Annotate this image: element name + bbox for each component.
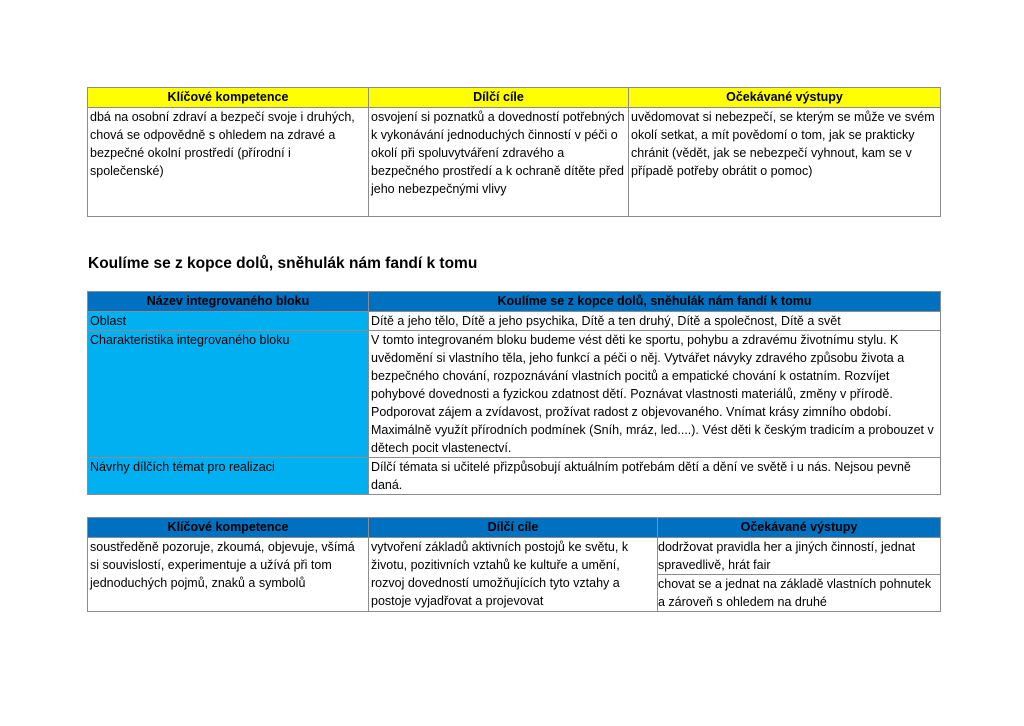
header-expected-outputs: Očekávané výstupy — [629, 88, 941, 108]
row-value-characteristics: V tomto integrovaném bloku budeme vést děti ke sportu, pohybu a zdravému životnímu stylu. K uvědomění si vlastního těla, jeho funkcí a péči o něj. Vytvářet návyky zdravého způsobu života a bezpečného chování, rozpoznávání vlastních pocitů a empatické chování k ostatním. Rozvíjet pohybové dovednosti a fyzickou zdatnost dětí. Poznávat vlastnosti materiálů, změny v přírodě. Podporovat zájem a zvídavost, prožívat radost z objevovaného. Vnímat krásy zimního období. Maximálně využít přírodních podmínek (Sníh, mráz, led....). Vést děti k českým tradicím a probouzet v dětech pocit vlastenectví. — [369, 331, 941, 458]
header-partial-goals: Dílčí cíle — [369, 88, 629, 108]
header-block-name-label: Název integrovaného bloku — [88, 292, 369, 312]
outputs-list — [658, 538, 940, 611]
integrated-block-table — [87, 291, 941, 495]
header-key-competences: Klíčové kompetence — [88, 88, 369, 108]
row-label-topics: Návrhy dílčích témat pro realizaci — [88, 458, 369, 495]
block-heading: Koulíme se z kopce dolů, sněhulák nám fandí k tomu — [88, 255, 478, 272]
cell-outputs — [658, 538, 941, 612]
cell-goal: osvojení si poznatků a dovedností potřebných k vykonávání jednoduchých činností v péči o okolí při spoluvytváření zdravého a bezpečného prostředí a k ochraně dítěte před jeho nebezpečnými vlivy — [369, 108, 629, 217]
row-value-area: Dítě a jeho tělo, Dítě a jeho psychika, Dítě a ten druhý, Dítě a společnost, Dítě a svět — [369, 312, 941, 331]
cell-output: uvědomovat si nebezpečí, se kterým se může ve svém okolí setkat, a mít povědomí o tom, jak se prakticky chránit (vědět, jak se nebezpečí vyhnout, kam se v případě potřeby obrátit o pomoc) — [629, 108, 941, 217]
header-partial-goals: Dílčí cíle — [369, 518, 658, 538]
header-expected-outputs: Očekávané výstupy — [658, 518, 941, 538]
competence-table-2 — [87, 517, 941, 612]
row-label-area: Oblast — [88, 312, 369, 331]
cell-goal: vytvoření základů aktivních postojů ke světu, k životu, pozitivních vztahů ke kultuře a umění, rozvoj dovedností umožňujících tyto vztahy a postoje vyjadřovat a projevovat — [369, 538, 658, 612]
competence-table-1 — [87, 87, 941, 217]
cell-competence: soustředěně pozoruje, zkoumá, objevuje, všímá si souvislostí, experimentuje a užívá při tom jednoduchých pojmů, znaků a symbolů — [88, 538, 369, 612]
row-label-characteristics: Charakteristika integrovaného bloku — [88, 331, 369, 458]
header-block-name-value: Koulíme se z kopce dolů, sněhulák nám fandí k tomu — [369, 292, 941, 312]
row-value-topics: Dílčí témata si učitelé přizpůsobují aktuálním potřebám dětí a dění ve světě i u nás. Nejsou pevně daná. — [369, 458, 941, 495]
output-item: dodržovat pravidla her a jiných činností, jednat spravedlivě, hrát fair — [658, 540, 916, 572]
header-key-competences: Klíčové kompetence — [88, 518, 369, 538]
cell-competence: dbá na osobní zdraví a bezpečí svoje i druhých, chová se odpovědně s ohledem na zdravé a bezpečné okolní prostředí (přírodní i společenské) — [88, 108, 369, 217]
output-item: chovat se a jednat na základě vlastních pohnutek a zároveň s ohledem na druhé — [658, 575, 940, 612]
